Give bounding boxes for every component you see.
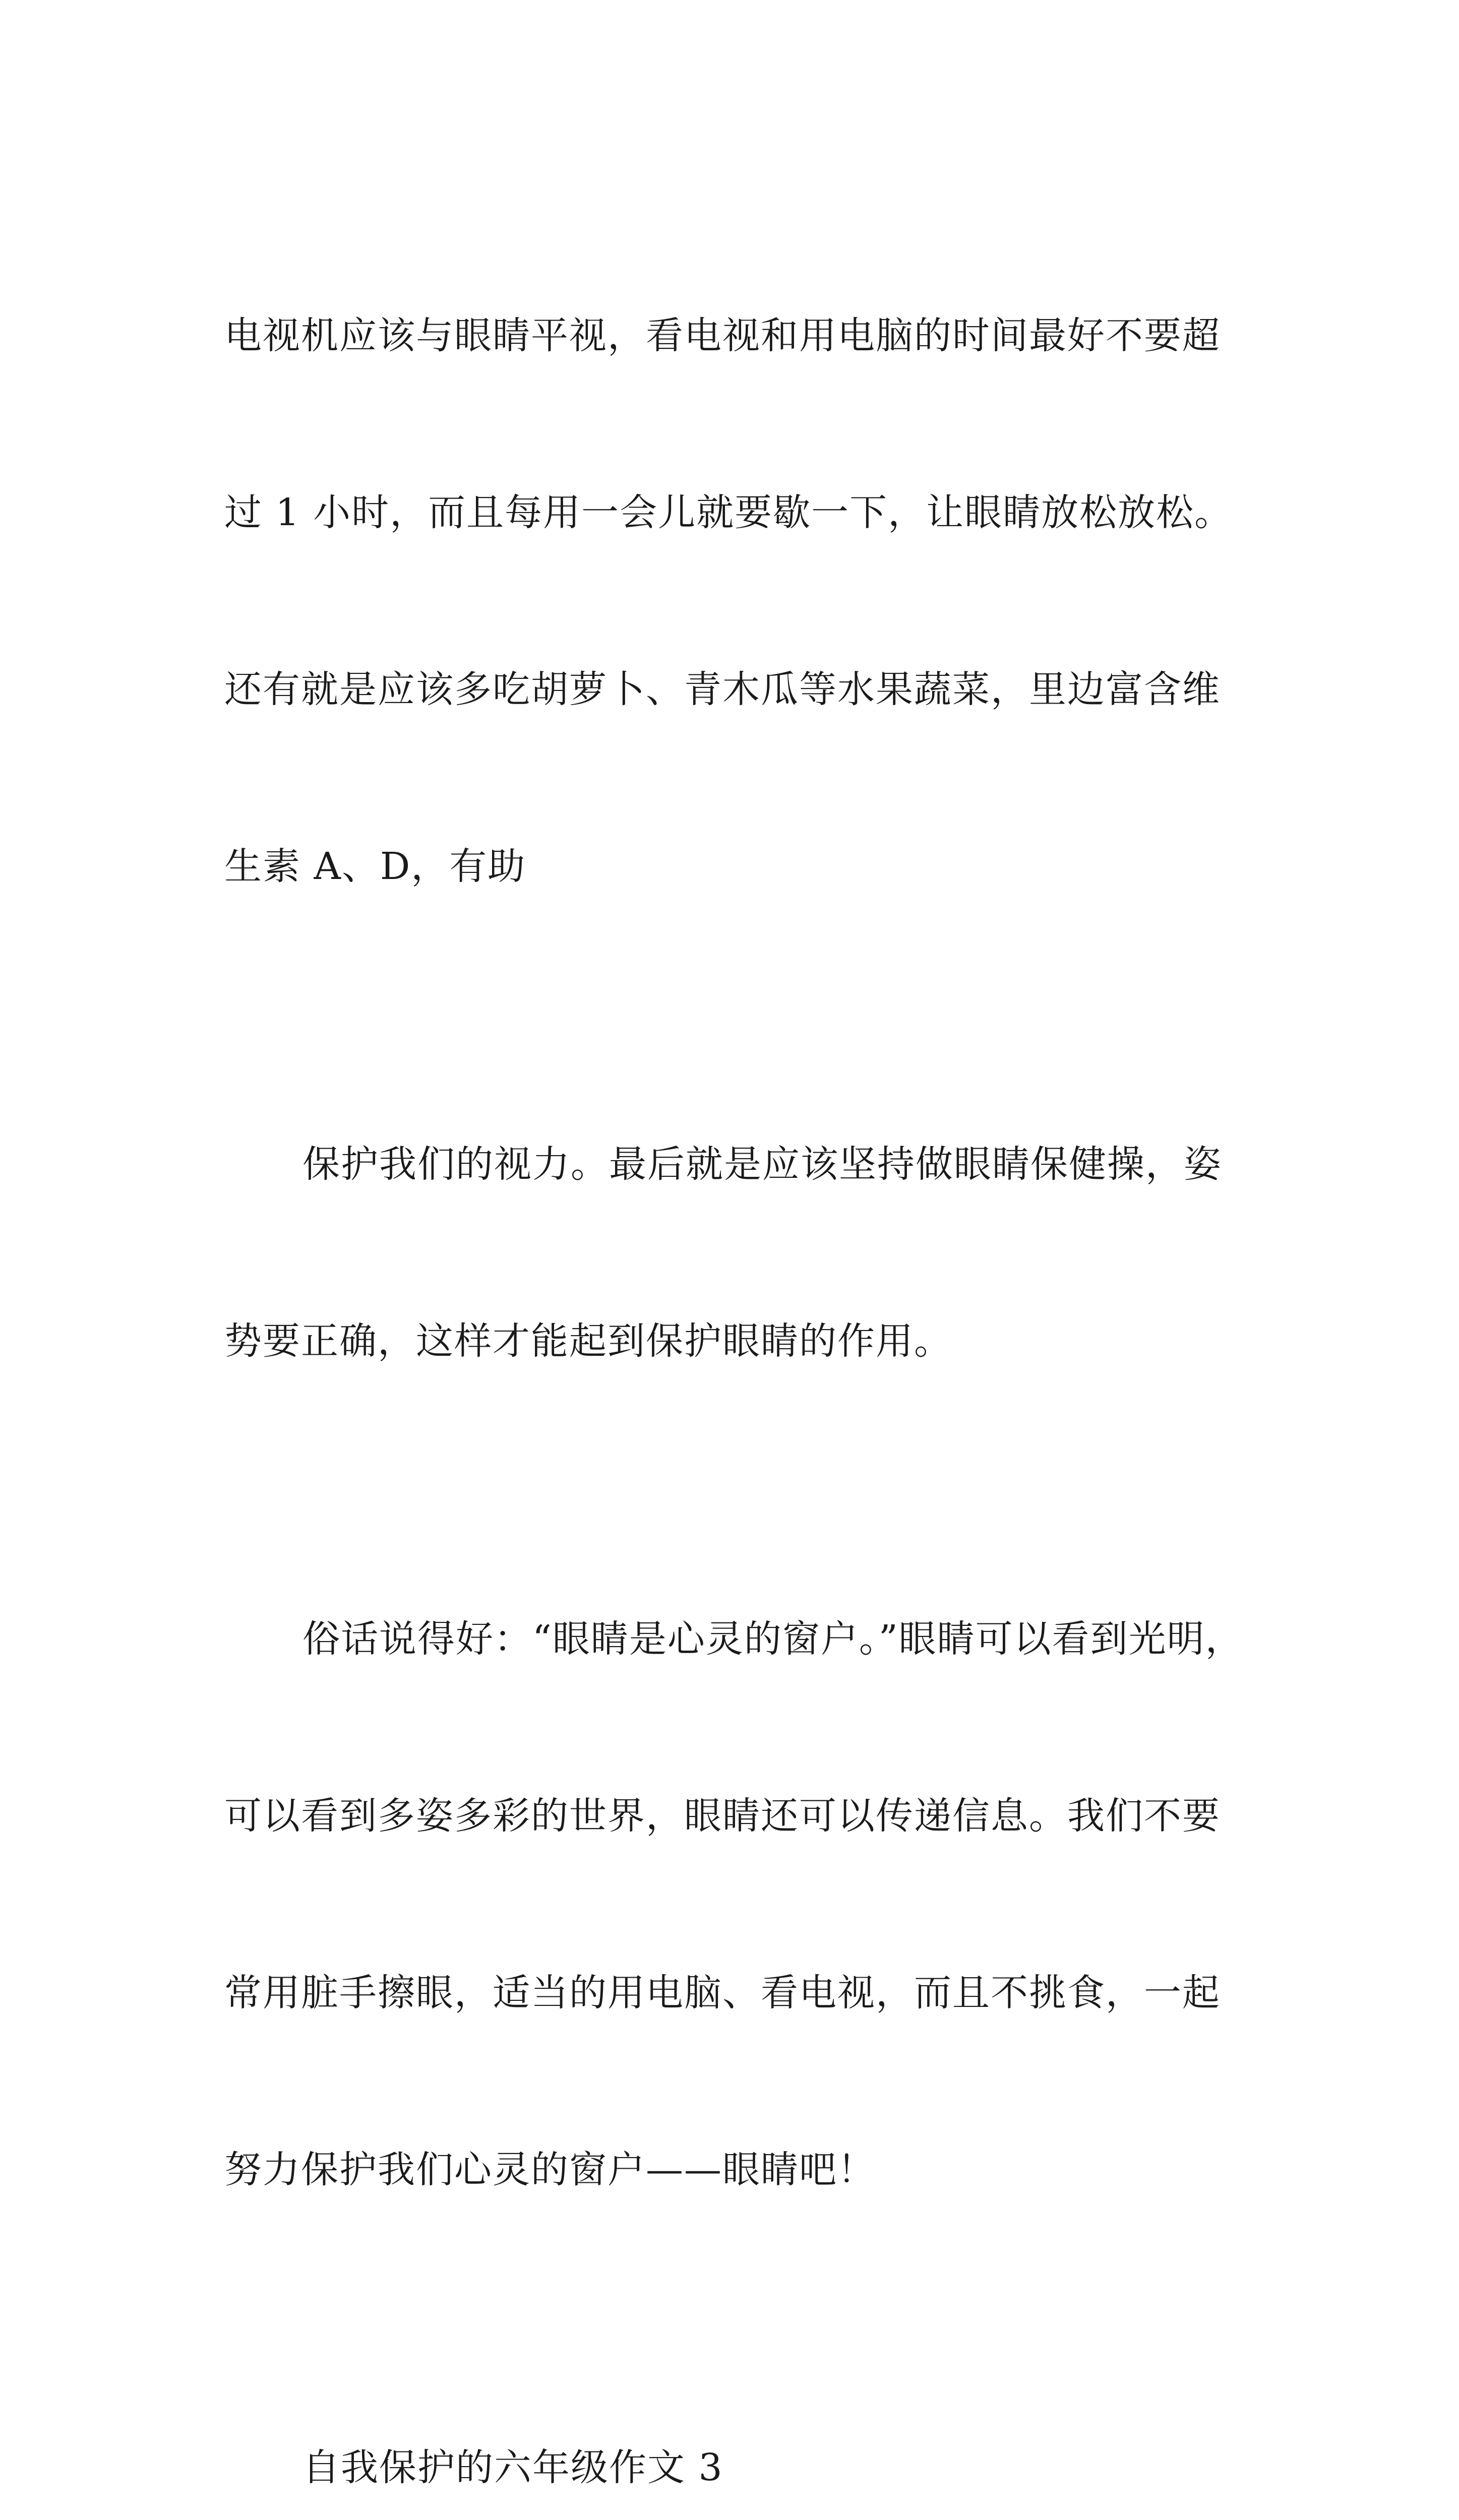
document-body (224, 188, 1253, 2520)
essay-title: 自我保护的六年级作文 3 (302, 2446, 723, 2489)
text-line: 电视机应该与眼睛平视，看电视和用电脑的时间最好不要超 (224, 314, 1221, 357)
text-line: 可以看到多姿多彩的世界，眼睛还可以传递信息。我们不要 (224, 1794, 1221, 1838)
text-line: 俗话说得好：“眼睛是心灵的窗户。”眼睛可以看到光明， (302, 1617, 1244, 1661)
paragraph-eye-exercises (224, 1017, 1253, 1489)
text-line: 生素 A、D，有助 (224, 845, 526, 888)
section-heading (224, 2320, 1253, 2520)
text-line: 常用脏手擦眼，适当的用电脑、看电视，而且不挑食，一起 (224, 1971, 1221, 2014)
text-line: 努力保护我们心灵的窗户——眼睛吧！ (224, 2148, 876, 2191)
text-line: 还有就是应该多吃胡萝卜、青木瓜等水果蔬菜，里边富含维 (224, 668, 1221, 711)
text-line: 过 1 小时，而且每用一会儿就要歇一下，让眼睛放松放松。 (224, 491, 1233, 534)
text-line: 保护我们的视力。最后就是应该坚持做眼睛保健操，姿 (302, 1143, 1222, 1186)
paragraph-proverb (224, 1492, 1253, 2317)
paragraph-eye-care-tips (224, 188, 1253, 1014)
text-line: 势要正确，这样才能起到保护眼睛的作用。 (224, 1319, 952, 1363)
